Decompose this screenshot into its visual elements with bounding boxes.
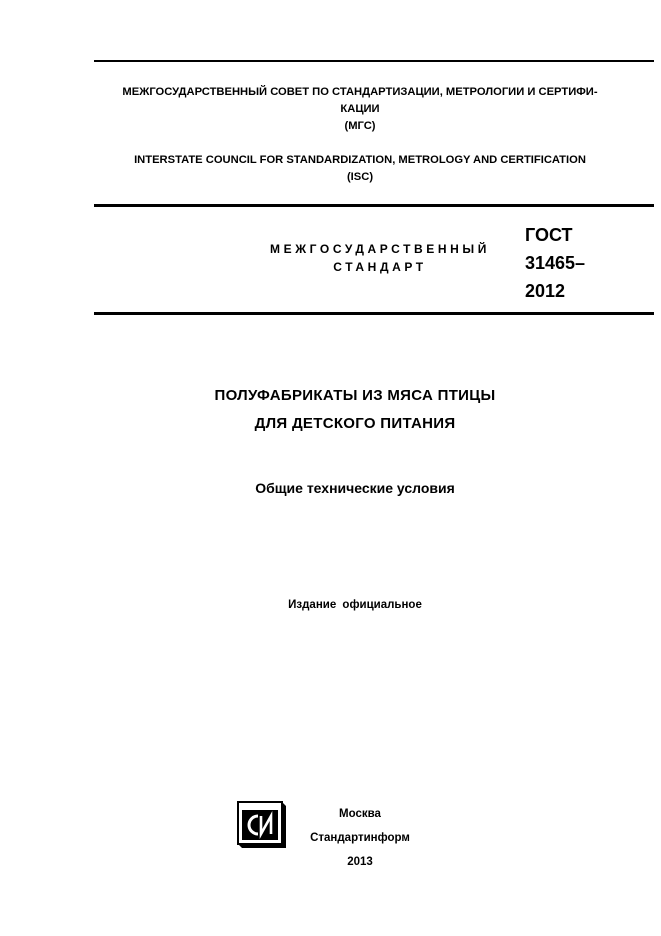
- publisher-city: Москва: [339, 808, 381, 820]
- document-title-line2: ДЛЯ ДЕТСКОГО ПИТАНИЯ: [254, 415, 456, 432]
- gost-year: 2012: [525, 281, 566, 301]
- document-subtitle: Общие технические условия: [255, 480, 455, 496]
- standard-top-rule: [94, 204, 654, 207]
- council-ru-line2: КАЦИИ: [340, 103, 380, 115]
- edition-note: Издание официальное: [288, 599, 422, 611]
- council-en-abbr: (ISC): [346, 171, 374, 183]
- gost-number: 31465–: [525, 253, 586, 273]
- publication-year: 2013: [347, 856, 373, 868]
- council-ru-line1: МЕЖГОСУДАРСТВЕННЫЙ СОВЕТ ПО СТАНДАРТИЗАЦИИ, МЕТРОЛОГИИ И СЕРТИФИ-: [122, 86, 598, 98]
- top-rule: [94, 60, 654, 62]
- standartinform-logo-icon: [234, 800, 288, 850]
- document-title-line1: ПОЛУФАБРИКАТЫ ИЗ МЯСА ПТИЦЫ: [214, 387, 496, 404]
- council-ru-abbr: (МГС): [344, 120, 376, 132]
- council-en: INTERSTATE COUNCIL FOR STANDARDIZATION, METROLOGY AND CERTIFICATION: [134, 154, 586, 166]
- gost-label: ГОСТ: [525, 225, 573, 245]
- publisher-name: Стандартинформ: [310, 832, 410, 844]
- standard-type-line2: СТАНДАРТ: [333, 260, 427, 274]
- standard-type-line1: МЕЖГОСУДАРСТВЕННЫЙ: [270, 242, 490, 256]
- standard-bottom-rule: [94, 312, 654, 315]
